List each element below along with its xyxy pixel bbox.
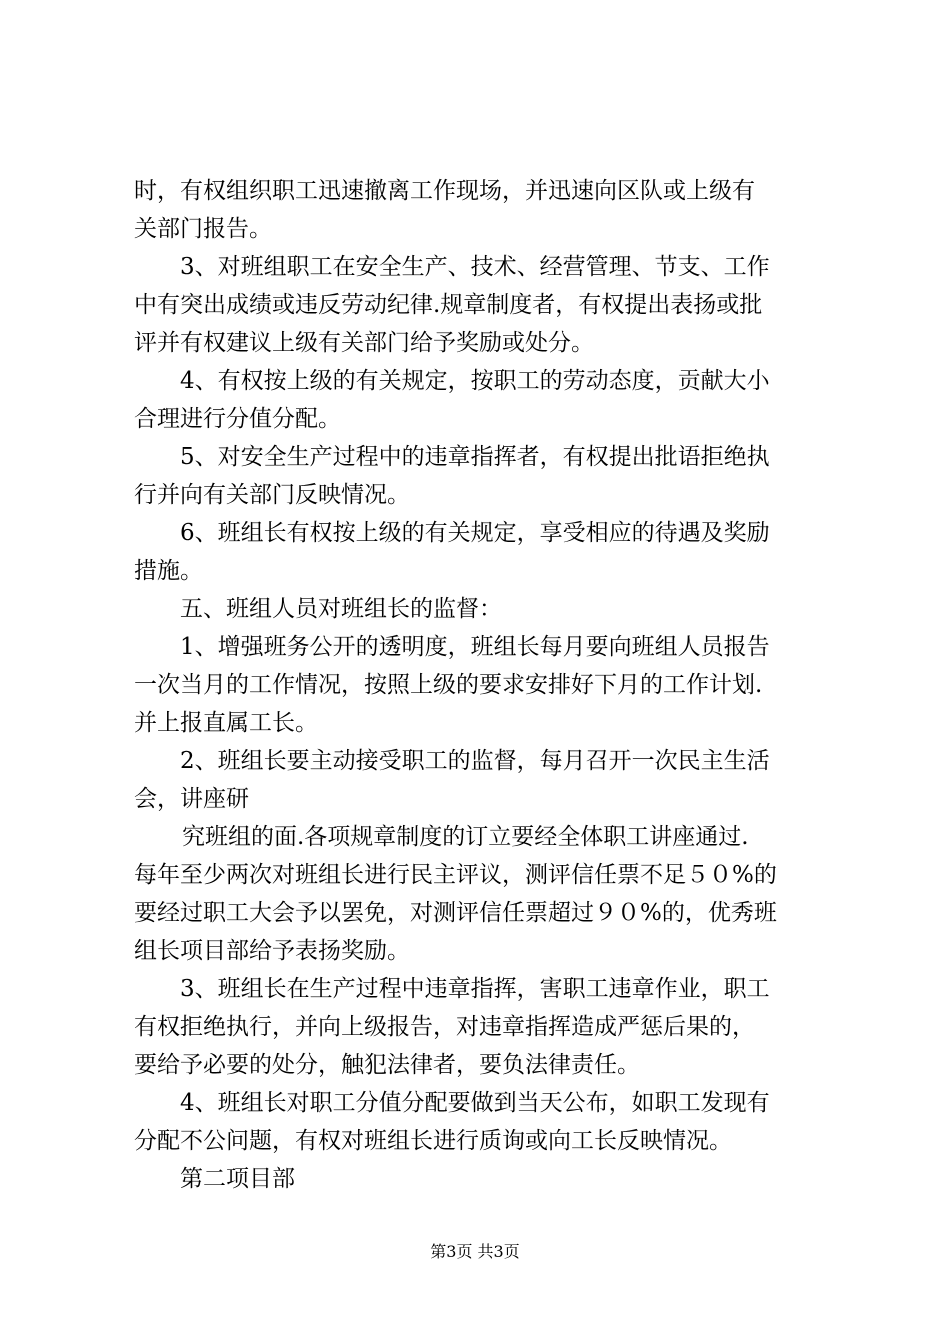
text-line: 要给予必要的处分，触犯法律者，要负法律责任。 <box>134 1052 640 1078</box>
text-line: 每年至少两次对班组长进行民主评议，测评信任票不足５０%的 <box>134 862 777 888</box>
text-line: 措施。 <box>134 558 203 584</box>
text-line: 行并向有关部门反映情况。 <box>134 482 410 508</box>
text-line: 2、班组长要主动接受职工的监督，每月召开一次民主生活 <box>180 748 770 774</box>
text-line: 合理进行分值分配。 <box>134 406 341 432</box>
text-line: 会，讲座研 <box>134 786 249 812</box>
page-footer <box>0 1241 950 1263</box>
text-line: 有权拒绝执行，并向上级报告，对违章指挥造成严惩后果的， <box>134 1014 755 1040</box>
text-line: 评并有权建议上级有关部门给予奖励或处分。 <box>134 330 594 356</box>
text-line: 中有突出成绩或违反劳动纪律.规章制度者，有权提出表扬或批 <box>134 292 763 318</box>
text-line: 并上报直属工长。 <box>134 710 318 736</box>
text-line: 一次当月的工作情况，按照上级的要求安排好下月的工作计划. <box>134 672 763 698</box>
text-line: 3、对班组职工在安全生产、技术、经营管理、节支、工作 <box>180 254 770 280</box>
text-line: 关部门报告。 <box>134 216 272 242</box>
text-line: 分配不公问题，有权对班组长进行质询或向工长反映情况。 <box>134 1128 732 1154</box>
text-line: 1、增强班务公开的透明度，班组长每月要向班组人员报告 <box>180 634 770 660</box>
text-line: 时，有权组织职工迅速撤离工作现场，并迅速向区队或上级有 <box>134 178 755 204</box>
text-line: 4、有权按上级的有关规定，按职工的劳动态度，贡献大小 <box>180 368 770 394</box>
text-line: 6、班组长有权按上级的有关规定，享受相应的待遇及奖励 <box>180 520 770 546</box>
section-heading: 五、班组人员对班组长的监督： <box>180 596 502 622</box>
document-body <box>134 172 834 1198</box>
text-line: 究班组的面.各项规章制度的订立要经全体职工讲座通过. <box>182 824 749 850</box>
page-number: 第3页 共3页 <box>430 1242 520 1261</box>
text-line: 3、班组长在生产过程中违章指挥，害职工违章作业，职工 <box>180 976 770 1002</box>
signature-line: 第二项目部 <box>180 1166 295 1192</box>
text-line: 5、对安全生产过程中的违章指挥者，有权提出批语拒绝执 <box>180 444 770 470</box>
text-line: 要经过职工大会予以罢免，对测评信任票超过９０%的，优秀班 <box>134 900 777 926</box>
text-line: 4、班组长对职工分值分配要做到当天公布，如职工发现有 <box>180 1090 770 1116</box>
text-line: 组长项目部给予表扬奖励。 <box>134 938 410 964</box>
